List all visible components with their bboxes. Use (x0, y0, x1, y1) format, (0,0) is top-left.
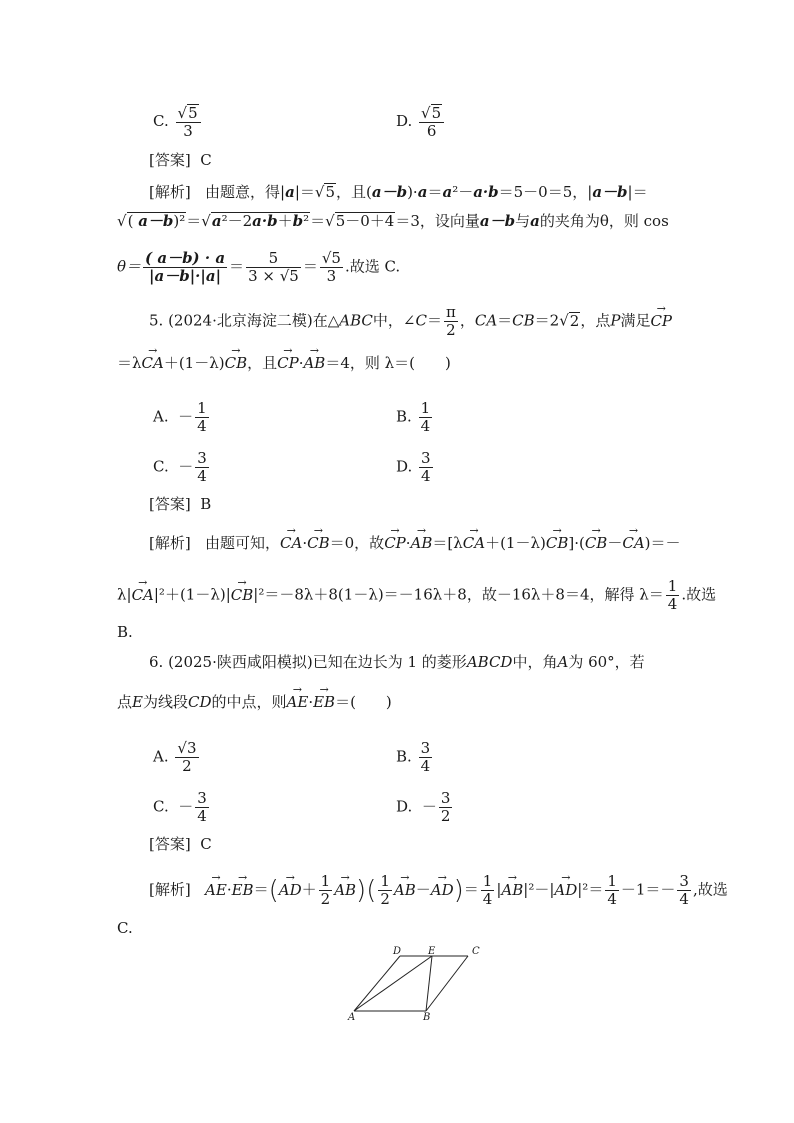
q4-answer: [答案] C (149, 151, 212, 169)
q4-fraction-cos: $\frac{( a-b) \cdot a}{|a-b|\cdot|a|}$ (145, 249, 226, 285)
q6-option-d[interactable]: D. － $\frac{3}{2}$ (396, 789, 451, 825)
q5-stem-line-1: 5. (2024·北京海淀二模)在△ABC中，∠C＝ $\frac{\pi}{2}$ ，CA＝CB＝2√2，点P满足→ CP (149, 304, 672, 339)
q5-option-c[interactable]: C. － $\frac{3}{4}$ (153, 449, 207, 485)
segment-EB (426, 956, 432, 1011)
edge-BC (426, 956, 468, 1011)
q4-solution-line-3: θ＝ $\frac{( a-b) \cdot a}{|a-b|\cdot|a|}$ ＝ $\frac{5}{3 \times √5}$ ＝ $\frac{√5}{3}$ .故选 C. (117, 249, 401, 285)
q6-option-b[interactable]: B. $\frac{3}{4}$ (396, 739, 431, 775)
label-C: C (472, 946, 480, 957)
q6-answer: [答案] C (149, 835, 212, 853)
q6-option-c[interactable]: C. － $\frac{3}{4}$ (153, 789, 207, 825)
q6-solution-line-1: [解析] → AE·→ EB＝(→ AD＋ $\frac{1}{2}$ → AB)( $\frac{1}{2}$ → AB－→ AD)＝ $\frac{1}{4}$ |→ AB|²－|→ AD|²＝ $\frac{1}{4}$ －1＝－ $\frac{3}{4}$ ,故选 (149, 873, 728, 908)
q5-solution-line-2: λ|→ CA|²＋(1－λ)|→ CB|²＝－8λ＋8(1－λ)＝－16λ＋8，故－16λ＋8＝4，解得 λ＝ $\frac{1}{4}$ .故选 (117, 578, 716, 613)
label-E: E (428, 946, 436, 957)
q6-stem-line-1: 6. (2025·陕西咸阳模拟)已知在边长为 1 的菱形ABCD中，角A为 60°，若 (149, 653, 645, 671)
q4-option-d-fraction: $\frac{√5}{6}$ (419, 104, 444, 140)
q4-option-c[interactable]: C. $\frac{√5}{3}$ (153, 104, 203, 140)
q5-solution-line-1: [解析] 由题可知，→ CA·→ CB＝0，故→ CP·→ AB＝[λ→ CA＋(1－λ)→ CB]·(→ CB－→ CA)＝－ (149, 533, 681, 553)
q5-option-d[interactable]: D. $\frac{3}{4}$ (396, 449, 431, 485)
rhombus-figure (340, 943, 490, 1023)
label-A: A (348, 1012, 356, 1023)
q4-solution-line-2: √( a－b)²＝√a²－2a·b＋b²＝√5－0＋4＝3，设向量a－b与a的夹角为θ，则 cos (117, 212, 669, 230)
q6-solution-line-2: C. (117, 919, 133, 937)
label-B: B (423, 1012, 431, 1023)
q4-option-c-fraction: $\frac{√5}{3}$ (176, 104, 201, 140)
q5-option-b[interactable]: B. $\frac{1}{4}$ (396, 399, 431, 435)
q5-stem-line-2: ＝λ→ CA＋(1－λ)→ CB，且→ CP·→ AB＝4，则 λ＝( ) (117, 353, 451, 373)
q5-solution-line-3: B. (117, 623, 133, 641)
q4-option-d[interactable]: D. $\frac{√5}{6}$ (396, 104, 446, 140)
q5-answer: [答案] B (149, 495, 212, 513)
q5-option-a[interactable]: A. － $\frac{1}{4}$ (153, 399, 207, 435)
q4-solution-line-1: [解析] 由题意，得|a|＝√5，且(a－b)·a＝a²－a·b＝5－0＝5，|a－b|＝ (149, 183, 648, 201)
q6-option-a[interactable]: A. $\frac{√3}{2}$ (153, 739, 197, 775)
label-D: D (393, 946, 402, 957)
q6-stem-line-2: 点E为线段CD的中点，则→ AE·→ EB＝( ) (117, 692, 392, 712)
